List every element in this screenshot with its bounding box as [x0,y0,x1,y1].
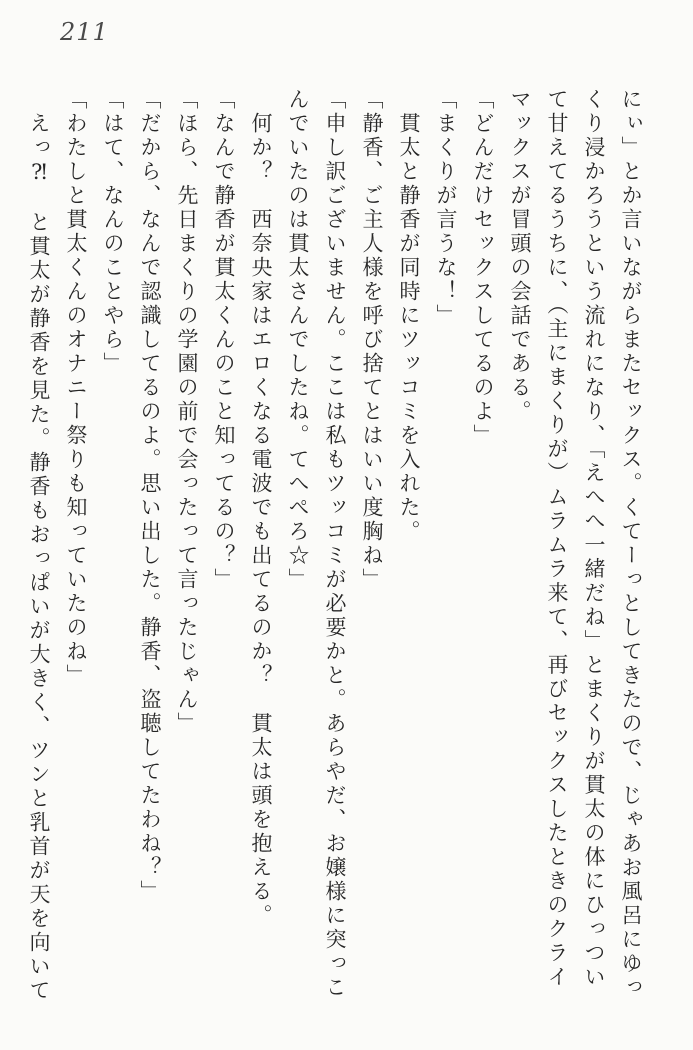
text-column: 「だから、なんで認識してるのよ。思い出した。静香、盗聴してたわね？」 [138,88,162,904]
text-column: て甘えてるうちに、（主にまくりが）ムラムラ来て、再びセックスしたときのクライ [545,88,569,990]
text-column: 何か？ 西奈央家はエロくなる電波でも出てるのか？ 貫太は頭を抱える。 [249,112,273,928]
text-column: 「わたしと貫太くんのオナニー祭りも知っていたのね」 [64,88,88,688]
text-column: 「なんで静香が貫太くんのこと知ってるの？」 [212,88,236,592]
text-column: 「申し訳ございません。ここは私もツッコミが必要かと。あらやだ、お嬢様に突っこ [323,88,347,1000]
page-number: 211 [60,18,109,46]
text-column: 「静香、ご主人様を呼び捨てとはいい度胸ね」 [360,88,384,592]
text-column: 「はて、なんのことやら」 [101,88,125,376]
text-column: マックスが冒頭の会話である。 [508,88,532,424]
text-column: にぃ」とか言いながらまたセックス。くてーっとしてきたので、じゃあお風呂にゆっ [619,88,643,1000]
text-column: んでいたのは貫太さんでしたね。てへぺろ☆」 [286,88,310,592]
text-column: 「ほら、先日まくりの学園の前で会ったって言ったじゃん」 [175,88,199,736]
text-column: 「どんだけセックスしてるのよ」 [471,88,495,448]
text-columns [17,88,649,1018]
text-column: えっ⁈ と貫太が静香を見た。静香もおっぱいが大きく、ツンと乳首が天を向いて [27,112,51,1003]
text-column: くり浸かろうという流れになり、「えへへ一緒だね」とまくりが貫太の体にひっつい [582,88,606,990]
text-column: 貫太と静香が同時にツッコミを入れた。 [397,112,421,544]
text-column: 「まくりが言うな！」 [434,88,458,328]
